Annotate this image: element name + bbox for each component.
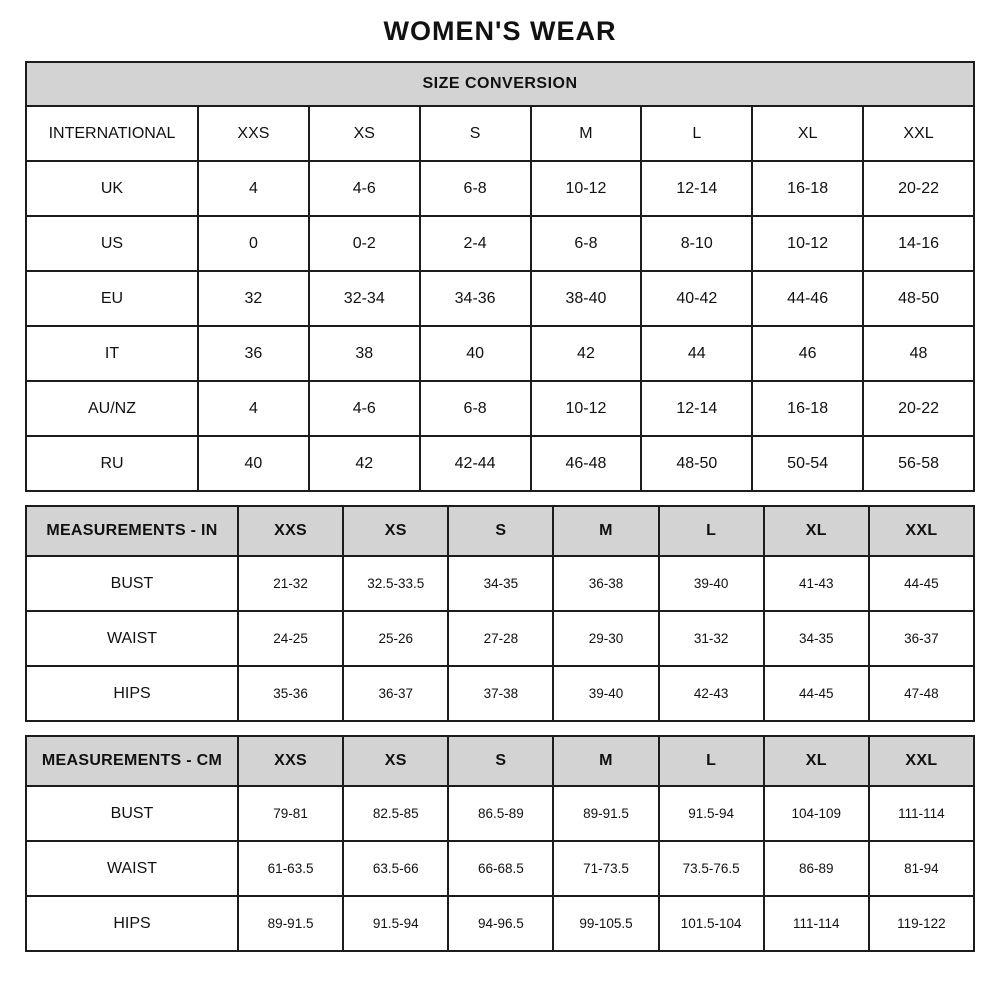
row-label: RU bbox=[26, 436, 198, 491]
table-cell: 82.5-85 bbox=[343, 786, 448, 841]
table-cell: 91.5-94 bbox=[343, 896, 448, 951]
table-row bbox=[26, 271, 974, 326]
table-cell: 21-32 bbox=[238, 556, 343, 611]
column-header: S bbox=[448, 506, 553, 556]
row-label: HIPS bbox=[26, 896, 238, 951]
table-cell: 101.5-104 bbox=[659, 896, 764, 951]
row-label: US bbox=[26, 216, 198, 271]
table-cell: 36-37 bbox=[343, 666, 448, 721]
table-cell: 34-35 bbox=[448, 556, 553, 611]
table-cell: 42 bbox=[309, 436, 420, 491]
table-cell: 91.5-94 bbox=[659, 786, 764, 841]
table-cell: 32-34 bbox=[309, 271, 420, 326]
table-cell: 50-54 bbox=[752, 436, 863, 491]
column-header: XS bbox=[343, 736, 448, 786]
column-header: L bbox=[659, 736, 764, 786]
table-cell: 36 bbox=[198, 326, 309, 381]
page-title: WOMEN'S WEAR bbox=[383, 16, 617, 46]
table-title-row bbox=[26, 62, 974, 106]
row-label: INTERNATIONAL bbox=[26, 106, 198, 161]
table-cell: 44-45 bbox=[869, 556, 974, 611]
column-header: XXS bbox=[238, 736, 343, 786]
row-label: WAIST bbox=[26, 611, 238, 666]
table-cell: 35-36 bbox=[238, 666, 343, 721]
column-header: M bbox=[553, 736, 658, 786]
measurements-in-table bbox=[25, 505, 975, 722]
table-cell: 34-36 bbox=[420, 271, 531, 326]
table-cell: 61-63.5 bbox=[238, 841, 343, 896]
table-row bbox=[26, 216, 974, 271]
table-cell: 46 bbox=[752, 326, 863, 381]
column-header: XXS bbox=[238, 506, 343, 556]
table-cell: 40 bbox=[198, 436, 309, 491]
table-row bbox=[26, 381, 974, 436]
row-label: BUST bbox=[26, 786, 238, 841]
row-label: BUST bbox=[26, 556, 238, 611]
table-row bbox=[26, 436, 974, 491]
table-cell: 38 bbox=[309, 326, 420, 381]
table-cell: 119-122 bbox=[869, 896, 974, 951]
column-header: XL bbox=[764, 736, 869, 786]
table-cell: 89-91.5 bbox=[238, 896, 343, 951]
column-header: M bbox=[553, 506, 658, 556]
column-header: XL bbox=[764, 506, 869, 556]
table-cell: 24-25 bbox=[238, 611, 343, 666]
table-cell: XS bbox=[309, 106, 420, 161]
row-label: EU bbox=[26, 271, 198, 326]
table-cell: XXL bbox=[863, 106, 974, 161]
table-cell: 27-28 bbox=[448, 611, 553, 666]
table-cell: 38-40 bbox=[531, 271, 642, 326]
table-row bbox=[26, 161, 974, 216]
table-title: SIZE CONVERSION bbox=[26, 62, 974, 106]
table-cell: 79-81 bbox=[238, 786, 343, 841]
table-row bbox=[26, 326, 974, 381]
table-row bbox=[26, 556, 974, 611]
column-header: XS bbox=[343, 506, 448, 556]
table-cell: 104-109 bbox=[764, 786, 869, 841]
row-label: WAIST bbox=[26, 841, 238, 896]
column-header: S bbox=[448, 736, 553, 786]
table-cell: 42 bbox=[531, 326, 642, 381]
table-cell: 16-18 bbox=[752, 161, 863, 216]
table-cell: 10-12 bbox=[531, 161, 642, 216]
table-header-label: MEASUREMENTS - CM bbox=[26, 736, 238, 786]
size-conversion-table bbox=[25, 61, 975, 492]
table-cell: 20-22 bbox=[863, 381, 974, 436]
table-cell: 99-105.5 bbox=[553, 896, 658, 951]
table-cell: 48 bbox=[863, 326, 974, 381]
table-cell: 48-50 bbox=[863, 271, 974, 326]
column-header: L bbox=[659, 506, 764, 556]
column-header: XXL bbox=[869, 736, 974, 786]
table-cell: S bbox=[420, 106, 531, 161]
table-cell: 10-12 bbox=[531, 381, 642, 436]
row-label: HIPS bbox=[26, 666, 238, 721]
table-cell: 40-42 bbox=[641, 271, 752, 326]
table-row bbox=[26, 611, 974, 666]
table-cell: 44-45 bbox=[764, 666, 869, 721]
table-cell: 73.5-76.5 bbox=[659, 841, 764, 896]
table-row bbox=[26, 666, 974, 721]
table-cell: 36-37 bbox=[869, 611, 974, 666]
table-cell: 32.5-33.5 bbox=[343, 556, 448, 611]
column-header: XXL bbox=[869, 506, 974, 556]
table-cell: 2-4 bbox=[420, 216, 531, 271]
table-header-label: MEASUREMENTS - IN bbox=[26, 506, 238, 556]
table-cell: 6-8 bbox=[420, 161, 531, 216]
table-cell: 81-94 bbox=[869, 841, 974, 896]
table-cell: 6-8 bbox=[420, 381, 531, 436]
table-cell: 12-14 bbox=[641, 381, 752, 436]
table-cell: 66-68.5 bbox=[448, 841, 553, 896]
table-cell: 29-30 bbox=[553, 611, 658, 666]
table-cell: 39-40 bbox=[659, 556, 764, 611]
table-cell: 42-44 bbox=[420, 436, 531, 491]
table-cell: 48-50 bbox=[641, 436, 752, 491]
table-cell: 63.5-66 bbox=[343, 841, 448, 896]
table-cell: 44-46 bbox=[752, 271, 863, 326]
table-cell: M bbox=[531, 106, 642, 161]
table-cell: 36-38 bbox=[553, 556, 658, 611]
table-cell: 4 bbox=[198, 381, 309, 436]
table-row bbox=[26, 896, 974, 951]
row-label: UK bbox=[26, 161, 198, 216]
table-cell: 111-114 bbox=[764, 896, 869, 951]
table-header-row bbox=[26, 506, 974, 556]
table-cell: 4 bbox=[198, 161, 309, 216]
table-cell: 0-2 bbox=[309, 216, 420, 271]
table-cell: 4-6 bbox=[309, 381, 420, 436]
table-cell: 25-26 bbox=[343, 611, 448, 666]
measurements-cm-table bbox=[25, 735, 975, 952]
table-cell: 86-89 bbox=[764, 841, 869, 896]
table-header-row bbox=[26, 736, 974, 786]
table-cell: 0 bbox=[198, 216, 309, 271]
table-cell: 86.5-89 bbox=[448, 786, 553, 841]
table-cell: 37-38 bbox=[448, 666, 553, 721]
table-cell: 46-48 bbox=[531, 436, 642, 491]
table-cell: 6-8 bbox=[531, 216, 642, 271]
table-cell: 14-16 bbox=[863, 216, 974, 271]
table-cell: 10-12 bbox=[752, 216, 863, 271]
table-cell: 56-58 bbox=[863, 436, 974, 491]
table-row bbox=[26, 106, 974, 161]
table-cell: 42-43 bbox=[659, 666, 764, 721]
table-cell: 47-48 bbox=[869, 666, 974, 721]
table-cell: 71-73.5 bbox=[553, 841, 658, 896]
table-cell: XL bbox=[752, 106, 863, 161]
table-row bbox=[26, 786, 974, 841]
table-cell: 44 bbox=[641, 326, 752, 381]
table-cell: 39-40 bbox=[553, 666, 658, 721]
table-cell: 4-6 bbox=[309, 161, 420, 216]
row-label: AU/NZ bbox=[26, 381, 198, 436]
table-cell: 20-22 bbox=[863, 161, 974, 216]
table-cell: 41-43 bbox=[764, 556, 869, 611]
table-cell: 111-114 bbox=[869, 786, 974, 841]
table-cell: 8-10 bbox=[641, 216, 752, 271]
row-label: IT bbox=[26, 326, 198, 381]
table-cell: 40 bbox=[420, 326, 531, 381]
table-cell: 34-35 bbox=[764, 611, 869, 666]
table-cell: L bbox=[641, 106, 752, 161]
table-row bbox=[26, 841, 974, 896]
table-cell: 12-14 bbox=[641, 161, 752, 216]
table-cell: XXS bbox=[198, 106, 309, 161]
table-cell: 16-18 bbox=[752, 381, 863, 436]
table-cell: 94-96.5 bbox=[448, 896, 553, 951]
table-cell: 32 bbox=[198, 271, 309, 326]
table-cell: 89-91.5 bbox=[553, 786, 658, 841]
table-cell: 31-32 bbox=[659, 611, 764, 666]
